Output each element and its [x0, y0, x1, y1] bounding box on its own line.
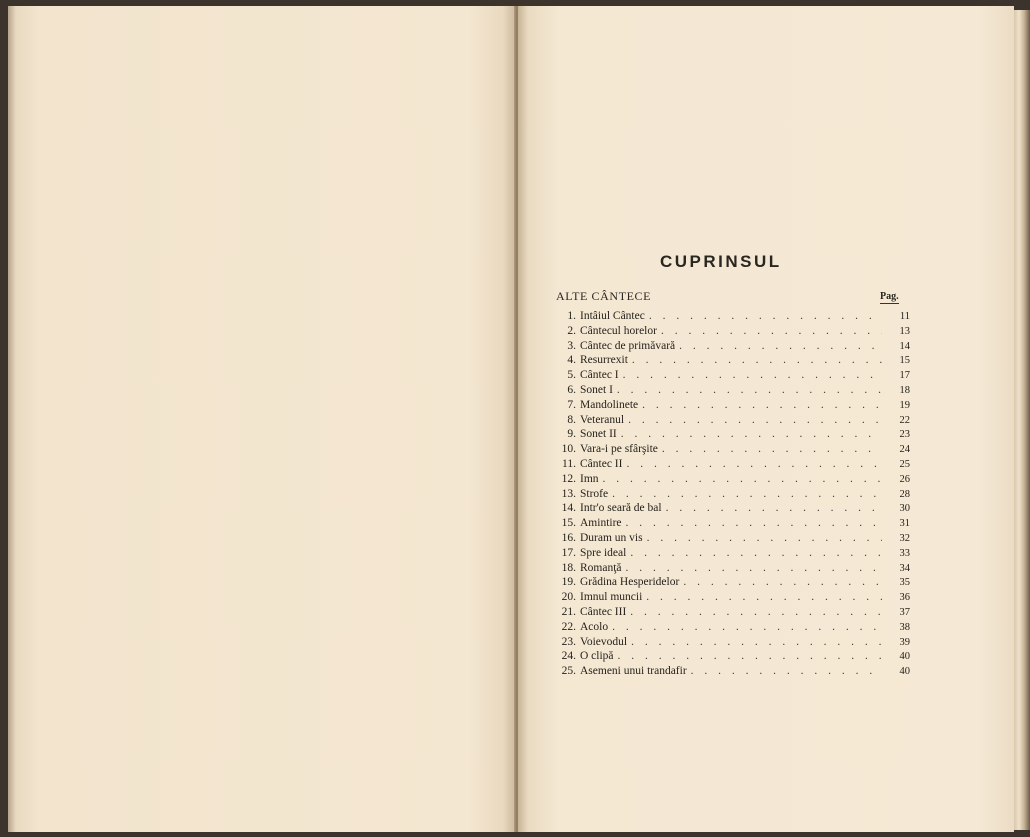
toc-entry	[552, 650, 910, 665]
entry-title: Voievodul	[580, 635, 628, 648]
dot-leader	[666, 502, 882, 514]
toc-entry	[552, 443, 910, 458]
dot-leader	[630, 606, 882, 618]
entry-page: 19	[899, 399, 910, 411]
page-column-label: Pag.	[880, 291, 899, 302]
entry-page: 35	[899, 577, 910, 589]
entry-title: Amintire	[580, 517, 622, 530]
toc-entry	[552, 325, 910, 340]
entry-number: 25.	[561, 665, 576, 678]
entry-page: 32	[899, 532, 910, 544]
entry-title: Sonet I	[580, 383, 613, 396]
entry-title: Vara-i pe sfârşite	[580, 443, 658, 456]
entry-page: 26	[899, 473, 910, 485]
toc-entry	[552, 488, 910, 503]
entry-title: Veteranul	[580, 413, 625, 426]
entry-title: Resurrexit	[580, 354, 628, 367]
entry-number: 8.	[567, 413, 576, 426]
entry-number: 4.	[567, 354, 576, 367]
toc-entry	[552, 310, 910, 325]
toc-entry	[552, 621, 910, 636]
entry-page: 24	[899, 444, 910, 456]
toc-entry	[552, 369, 910, 384]
entry-page: 39	[899, 636, 910, 648]
entry-page: 11	[899, 311, 910, 322]
toc-entry	[552, 591, 910, 606]
toc-entry	[552, 340, 910, 355]
dot-leader	[612, 621, 882, 633]
dot-leader	[631, 636, 882, 648]
entry-title: Imnul muncii	[580, 591, 643, 604]
left-page-blank	[8, 6, 516, 832]
entry-title: Asemeni unui trandafir	[580, 665, 687, 678]
dot-leader	[632, 354, 882, 366]
entry-number: 13.	[561, 487, 576, 500]
entry-number: 6.	[567, 383, 576, 396]
toc-entry	[552, 562, 910, 577]
entry-title: O clipă	[580, 650, 614, 663]
dot-leader	[618, 650, 882, 662]
entry-page: 13	[899, 325, 910, 337]
toc-entry	[552, 414, 910, 429]
entry-title: Cântec de primăvară	[580, 339, 676, 352]
entry-page: 36	[899, 592, 910, 604]
entry-number: 1.	[567, 310, 576, 322]
entry-page: 25	[899, 458, 910, 470]
entry-number: 2.	[567, 324, 576, 337]
dot-leader	[628, 414, 882, 426]
entry-number: 20.	[561, 591, 576, 604]
entry-number: 16.	[561, 531, 576, 544]
entry-number: 23.	[561, 635, 576, 648]
entry-title: Romanţă	[580, 561, 622, 574]
entry-title: Cântec I	[580, 369, 619, 382]
entry-number: 17.	[561, 546, 576, 559]
entry-title: Grădina Hesperidelor	[580, 576, 680, 589]
entry-title: Mandolinete	[580, 398, 639, 411]
toc-entry	[552, 354, 910, 369]
entry-page: 22	[899, 414, 910, 426]
entry-page: 30	[899, 503, 910, 515]
entry-number: 12.	[561, 472, 576, 485]
toc-entry	[552, 636, 910, 651]
entry-page: 28	[899, 488, 910, 500]
toc-entry	[552, 576, 910, 591]
entry-number: 3.	[567, 339, 576, 352]
dot-leader	[649, 310, 882, 322]
toc-entry	[552, 473, 910, 488]
entry-number: 10.	[561, 443, 576, 456]
entry-page: 14	[899, 340, 910, 352]
entry-title: Acolo	[580, 620, 609, 633]
entry-number: 21.	[561, 605, 576, 618]
dot-leader	[647, 532, 882, 544]
dot-leader	[630, 547, 882, 559]
toc-entry	[552, 458, 910, 473]
toc-entry	[552, 384, 910, 399]
toc-entry	[552, 606, 910, 621]
dot-leader	[662, 443, 882, 455]
entry-page: 17	[899, 370, 910, 382]
entry-title: Imn	[580, 472, 599, 485]
table-of-contents	[552, 310, 910, 680]
dot-leader	[626, 458, 882, 470]
entry-page: 15	[899, 355, 910, 367]
toc-entry	[552, 547, 910, 562]
dot-leader	[617, 384, 882, 396]
entry-title: Duram un vis	[580, 531, 643, 544]
entry-page: 18	[899, 384, 910, 396]
toc-entry	[552, 517, 910, 532]
entry-page: 38	[899, 621, 910, 633]
section-title: ALTE CÂNTECE	[556, 289, 652, 303]
entry-title: Spre ideal	[580, 546, 627, 559]
dot-leader	[612, 488, 882, 500]
dot-leader	[679, 340, 882, 352]
dot-leader	[646, 591, 882, 603]
dot-leader	[683, 576, 882, 588]
entry-page: 40	[899, 666, 910, 678]
entry-number: 19.	[561, 576, 576, 589]
entry-number: 15.	[561, 517, 576, 530]
entry-title: Cântecul horelor	[580, 324, 657, 337]
entry-page: 23	[899, 429, 910, 441]
entry-title: Cântec III	[580, 605, 627, 618]
entry-number: 22.	[561, 620, 576, 633]
dot-leader	[691, 665, 882, 677]
dot-leader	[642, 399, 882, 411]
entry-title: Intâiul Cântec	[580, 310, 645, 322]
entry-number: 9.	[567, 428, 576, 441]
entry-title: Intr'o seară de bal	[580, 502, 662, 515]
contents-heading: CUPRINSUL	[660, 252, 782, 271]
entry-title: Sonet II	[580, 428, 617, 441]
toc-entry	[552, 399, 910, 414]
toc-entry	[552, 502, 910, 517]
dot-leader	[621, 428, 882, 440]
dot-leader	[626, 562, 882, 574]
dot-leader	[661, 325, 882, 337]
dot-leader	[603, 473, 882, 485]
entry-number: 24.	[561, 650, 576, 663]
entry-page: 34	[899, 562, 910, 574]
entry-number: 14.	[561, 502, 576, 515]
dot-leader	[626, 517, 882, 529]
entry-number: 5.	[567, 369, 576, 382]
entry-number: 11.	[562, 457, 576, 470]
page-edges	[1014, 10, 1030, 830]
entry-page: 40	[899, 651, 910, 663]
entry-page: 33	[899, 547, 910, 559]
entry-page: 37	[899, 606, 910, 618]
entry-title: Strofe	[580, 487, 609, 500]
entry-title: Cântec II	[580, 457, 623, 470]
entry-number: 18.	[561, 561, 576, 574]
toc-entry	[552, 428, 910, 443]
toc-entry	[552, 532, 910, 547]
toc-entry	[552, 665, 910, 680]
entry-page: 31	[899, 518, 910, 530]
entry-number: 7.	[567, 398, 576, 411]
dot-leader	[623, 369, 882, 381]
